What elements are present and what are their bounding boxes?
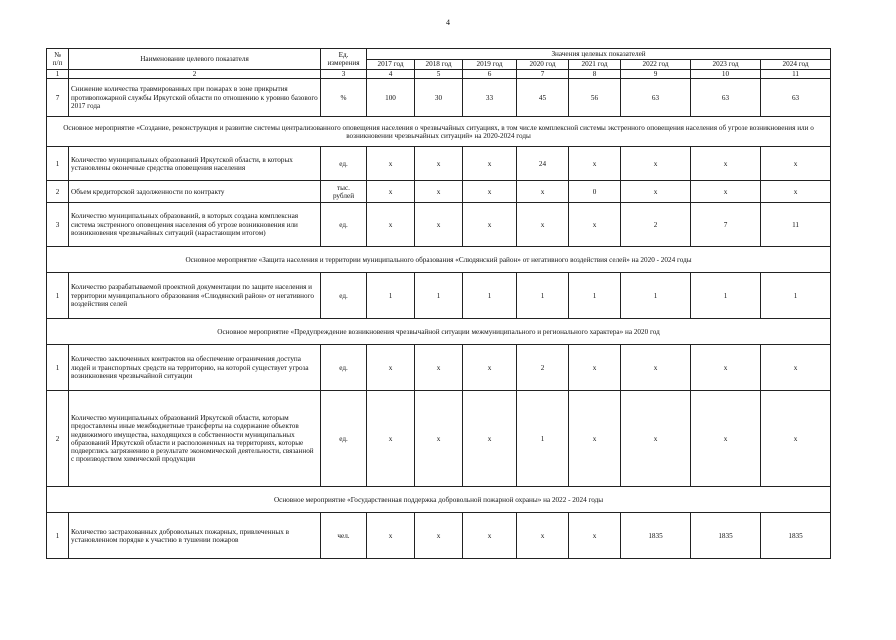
indicator-value: х [367,147,415,181]
header-name: Наименование целевого показателя [69,49,321,70]
indicator-value: х [569,345,621,391]
indicator-value: х [691,181,761,203]
unit-of-measure: тыс. рублей [321,181,367,203]
indicator-value: 2 [517,345,569,391]
indicator-value: 30 [415,79,463,117]
table-row [47,345,831,391]
indicator-value: х [761,147,831,181]
column-number: 10 [691,70,761,79]
indicator-value: 2 [621,203,691,247]
table-row [47,147,831,181]
indicator-value: х [463,203,517,247]
indicator-value: х [569,391,621,487]
indicator-value: х [621,391,691,487]
header-year: 2017 год [367,59,415,70]
section-row [47,487,831,513]
section-row [47,319,831,345]
indicator-value: 63 [691,79,761,117]
indicator-value: 33 [463,79,517,117]
row-number: 3 [47,203,69,247]
indicator-name: Количество муниципальных образований Иркутской области, в которых установлены оконечные средства оповещения населения [69,147,321,181]
indicator-value: 1 [463,273,517,319]
indicator-name: Количество муниципальных образований Иркутской области, которым предоставлены иные межбюджетные трансферты на содержание объектов недвижимого имущества, находящихся в собственности муниципальных образований Иркутской области и расположенных на территориях, которые подверглись загрязнению в результате экономической деятельности, связанной с производством химической продукции [69,391,321,487]
table-row [47,203,831,247]
indicator-value: 1 [761,273,831,319]
section-row [47,117,831,147]
indicator-value: х [463,391,517,487]
table-row [47,391,831,487]
header-year: 2023 год [691,59,761,70]
indicator-value: 1 [691,273,761,319]
indicator-value: 1835 [691,513,761,559]
indicator-value: 100 [367,79,415,117]
column-number: 7 [517,70,569,79]
indicator-name: Количество застрахованных добровольных пожарных, привлеченных в установленном порядке к участию в тушении пожаров [69,513,321,559]
target-indicators-table [46,48,831,559]
header-year: 2020 год [517,59,569,70]
indicator-value: х [517,181,569,203]
indicator-value: х [621,147,691,181]
indicator-value: х [569,203,621,247]
indicator-value: 1835 [621,513,691,559]
indicator-value: х [569,147,621,181]
header-unit: Ед. измерения [321,49,367,70]
indicator-value: 1 [517,273,569,319]
unit-of-measure: чел. [321,513,367,559]
indicator-value: х [691,391,761,487]
row-number: 1 [47,345,69,391]
indicator-value: х [415,147,463,181]
indicator-name: Снижение количества травмированных при пожарах в зоне прикрытия противопожарной службы Иркутской области по отношению к уровню базового 2017 года [69,79,321,117]
indicator-value: х [367,391,415,487]
indicator-value: х [367,345,415,391]
indicator-name: Количество разрабатываемой проектной документации по защите населения и территории муниципального образования «Слюдянский район» от негативного воздействия селей [69,273,321,319]
column-number: 2 [69,70,321,79]
indicator-value: х [517,513,569,559]
indicator-value: х [415,513,463,559]
indicator-value: х [691,345,761,391]
indicator-name: Количество заключенных контрактов на обеспечение ограничения доступа людей и транспортных средств на территорию, на которой существует угроза возникновения чрезвычайной ситуации [69,345,321,391]
column-number: 4 [367,70,415,79]
section-title: Основное мероприятие «Создание, реконструкция и развитие системы централизованного оповещения населения о чрезвычайных ситуациях, в том числе комплексной системы экстренного оповещения населения об угрозе возникновения или о возникновении чрезвычайных ситуаций» на 2020-2024 годы [47,117,831,147]
unit-of-measure: ед. [321,147,367,181]
indicator-value: х [569,513,621,559]
indicator-value: х [367,181,415,203]
row-number: 2 [47,391,69,487]
indicator-name: Количество муниципальных образований, в которых создана комплексная система экстренного оповещения населения об угрозе возникновения или возникновения чрезвычайных ситуаций (нарастающим итогом) [69,203,321,247]
indicator-value: х [621,181,691,203]
unit-of-measure: ед. [321,203,367,247]
indicator-name: Объем кредиторской задолженности по контракту [69,181,321,203]
page-number: 4 [446,18,450,27]
row-number: 1 [47,513,69,559]
header-values: Значения целевых показателей [367,49,831,60]
table-row [47,79,831,117]
indicator-value: 1 [517,391,569,487]
indicator-value: 63 [621,79,691,117]
indicator-value: 1 [569,273,621,319]
row-number: 7 [47,79,69,117]
indicator-value: х [761,391,831,487]
table-row [47,513,831,559]
row-number: 2 [47,181,69,203]
indicator-value: х [761,345,831,391]
indicator-value: х [415,391,463,487]
indicator-value: 1 [367,273,415,319]
indicator-value: х [367,513,415,559]
header-num: № п/п [47,49,69,70]
indicator-value: х [463,513,517,559]
indicator-value: х [517,203,569,247]
unit-of-measure: ед. [321,391,367,487]
indicator-value: 7 [691,203,761,247]
indicator-value: 1 [621,273,691,319]
indicator-value: х [621,345,691,391]
indicator-value: 56 [569,79,621,117]
column-number: 1 [47,70,69,79]
section-title: Основное мероприятие «Защита населения и территории муниципального образования «Слюдянский район» от негативного воздействия селей» на 2020 - 2024 годы [47,247,831,273]
indicator-value: х [463,181,517,203]
column-number: 9 [621,70,691,79]
section-row [47,247,831,273]
indicator-value: х [415,345,463,391]
header-year: 2019 год [463,59,517,70]
indicator-value: 1 [415,273,463,319]
indicator-value: х [463,147,517,181]
header-year: 2018 год [415,59,463,70]
unit-of-measure: % [321,79,367,117]
indicator-value: х [691,147,761,181]
unit-of-measure: ед. [321,273,367,319]
indicator-value: х [415,203,463,247]
row-number: 1 [47,147,69,181]
column-number: 6 [463,70,517,79]
indicator-value: х [761,181,831,203]
section-title: Основное мероприятие «Государственная поддержка добровольной пожарной охраны» на 2022 - 2024 годы [47,487,831,513]
indicator-value: х [367,203,415,247]
indicator-value: 63 [761,79,831,117]
indicator-value: 11 [761,203,831,247]
row-number: 1 [47,273,69,319]
header-year: 2022 год [621,59,691,70]
indicator-value: 1835 [761,513,831,559]
indicator-value: 24 [517,147,569,181]
header-year: 2024 год [761,59,831,70]
header-year: 2021 год [569,59,621,70]
table-row [47,181,831,203]
column-number: 8 [569,70,621,79]
column-number: 5 [415,70,463,79]
column-number: 3 [321,70,367,79]
indicator-value: 45 [517,79,569,117]
indicator-value: х [463,345,517,391]
indicator-value: х [415,181,463,203]
column-number: 11 [761,70,831,79]
unit-of-measure: ед. [321,345,367,391]
section-title: Основное мероприятие «Предупреждение возникновения чрезвычайной ситуации межмуниципального и регионального характера» на 2020 год [47,319,831,345]
indicator-value: 0 [569,181,621,203]
table-row [47,273,831,319]
